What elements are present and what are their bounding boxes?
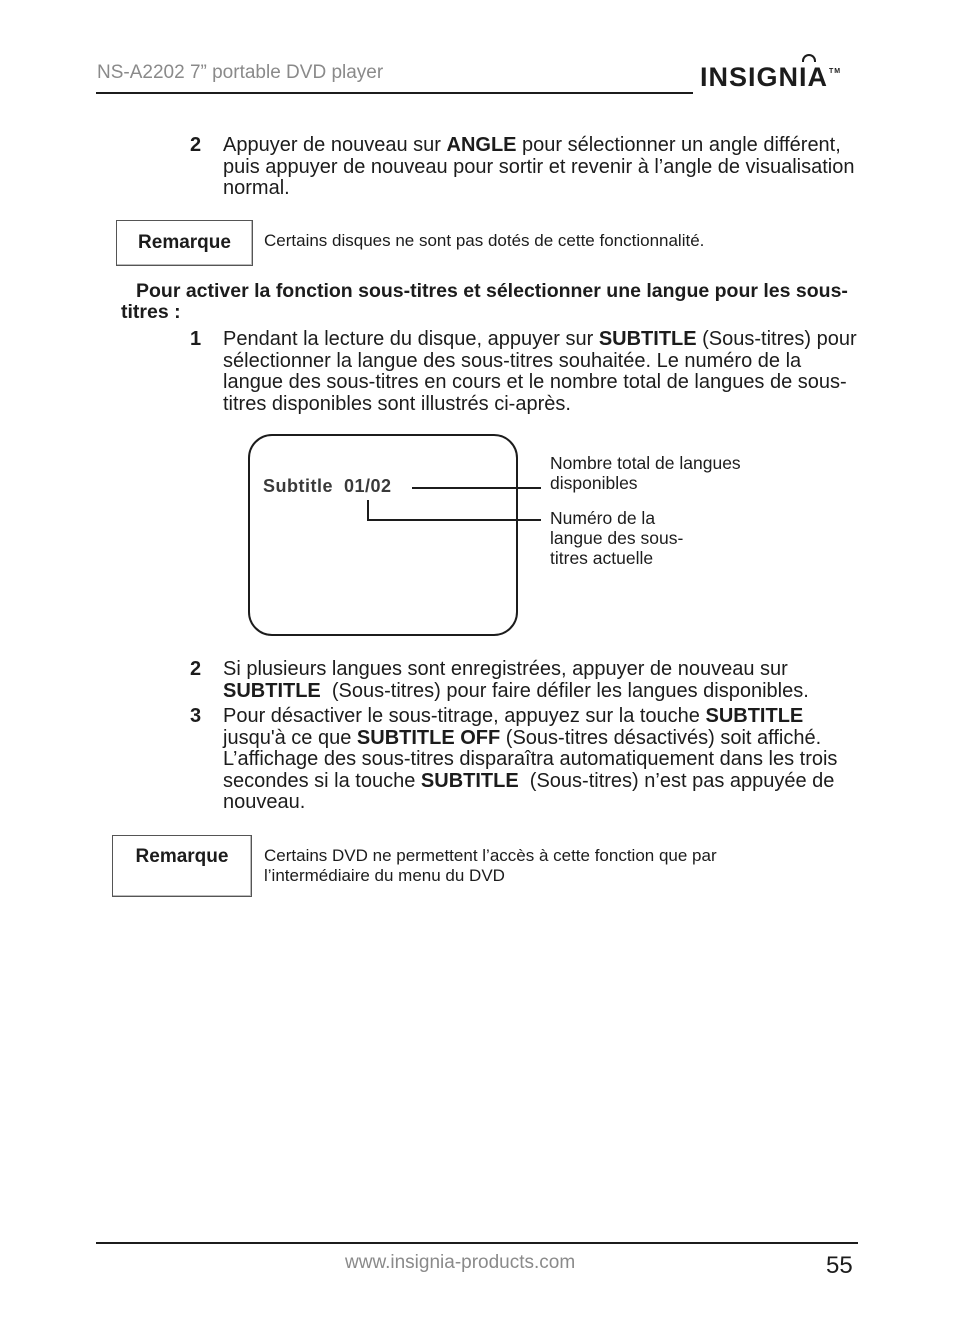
step-text: Pour désactiver le sous-titrage, appuyez sur la touche SUBTITLE jusqu'à ce que SUBTITLE OFF (Sous-titres désactivés) soit affiché. L’affichage des sous-titres disparaîtra automatiquement dans les trois secondes si la touche SUBTITLE (Sous-titres) n’est pas appuyée de nouveau. [223, 705, 840, 814]
section-heading: Pour activer la fonction sous-titres et sélectionner une langue pour les sous-titres : [121, 280, 848, 323]
footer-url: www.insignia-products.com [345, 1252, 576, 1273]
logo-text: INSIGNIA [700, 62, 829, 92]
callout-total-languages: Nombre total de langues disponibles [550, 453, 741, 493]
step-number: 1 [190, 328, 202, 350]
step-text: Appuyer de nouveau sur ANGLE pour sélectionner un angle différent, puis appuyer de nouveau pour sortir et revenir à l’angle de visualisation normal. [223, 134, 855, 200]
callout-line-current [368, 500, 541, 520]
note-label: Remarque [116, 220, 253, 266]
callout-current-language: Numéro de la langue des sous-titres actuelle [550, 508, 684, 568]
step-text: Si plusieurs langues sont enregistrées, appuyer de nouveau sur SUBTITLE (Sous-titres) pour faire défiler les langues disponibles. [223, 658, 809, 702]
logo-trademark: TM [829, 68, 842, 75]
step-number: 2 [190, 658, 202, 680]
step-number: 3 [190, 705, 202, 727]
note-text: Certains DVD ne permettent l’accès à cette fonction que par l’intermédiaire du menu du DVD [264, 846, 717, 885]
step-number: 2 [190, 134, 202, 156]
page-number: 55 [826, 1252, 853, 1279]
document-title: NS-A2202 7” portable DVD player [97, 62, 384, 83]
subtitle-osd-text: Subtitle 01/02 [263, 476, 392, 496]
step-text: Pendant la lecture du disque, appuyer sur SUBTITLE (Sous-titres) pour sélectionner la langue des sous-titres souhaitée. Le numéro de la langue des sous-titres en cours et le nombre total de langues de sous-titres disponibles sont illustrés ci-après. [223, 328, 857, 415]
note-label: Remarque [112, 835, 252, 897]
note-text: Certains disques ne sont pas dotés de cette fonctionnalité. [264, 231, 705, 250]
footer-rule [96, 1242, 858, 1244]
